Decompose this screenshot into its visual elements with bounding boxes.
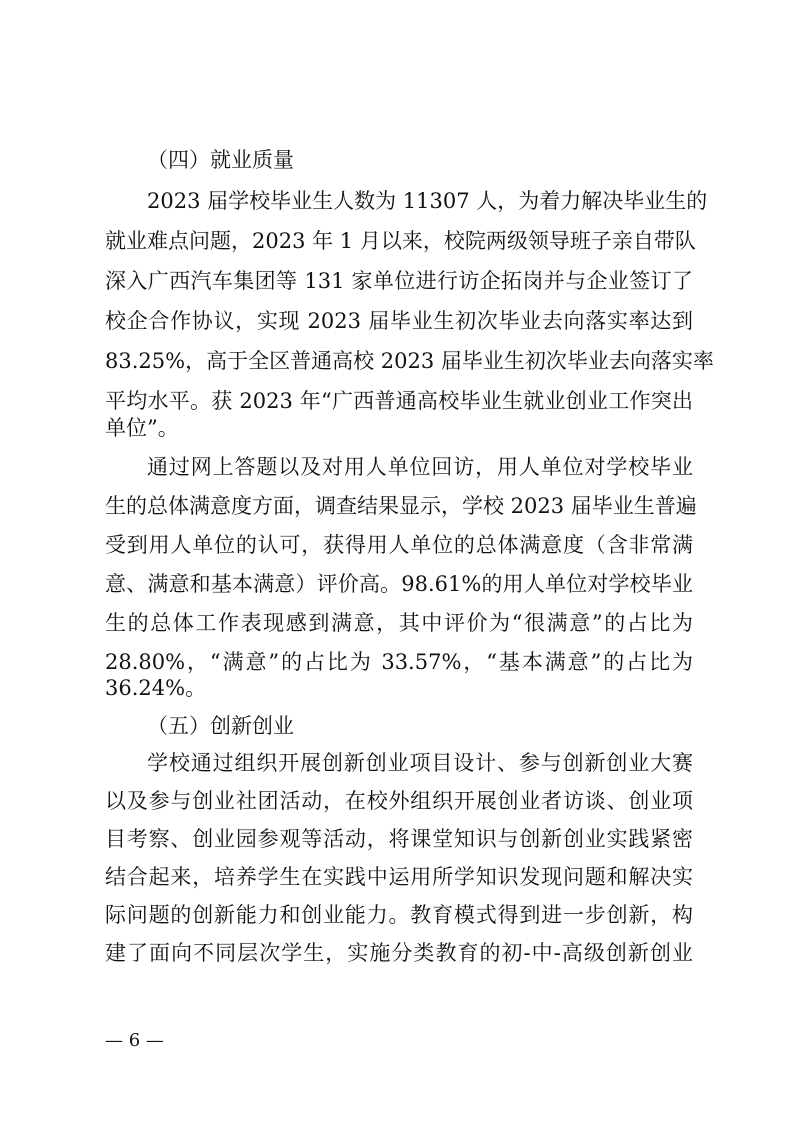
paragraph-line: 目考察、创业园参观等活动，将课堂知识与创新创业实践紧密 bbox=[105, 827, 693, 851]
paragraph-line: 建了面向不同层次学生，实施分类教育的初-中-高级创新创业 bbox=[105, 941, 693, 965]
paragraph-line: 通过网上答题以及对用人单位回访，用人单位对学校毕业 bbox=[147, 455, 693, 479]
paragraph-line: 意、满意和基本满意）评价高。98.61%的用人单位对学校毕业 bbox=[105, 572, 693, 596]
paragraph-line: 平均水平。获 2023 年“广西普通高校毕业生就业创业工作突出 bbox=[105, 389, 693, 413]
paragraph-line: 际问题的创新能力和创业能力。教育模式得到进一步创新，构 bbox=[105, 903, 693, 927]
paragraph-line: 就业难点问题，2023 年 1 月以来，校院两级领导班子亲自带队 bbox=[105, 229, 696, 253]
paragraph-line: 28.80%，“满意”的占比为 33.57%，“基本满意”的占比为 bbox=[105, 650, 693, 674]
paragraph-line: 深入广西汽车集团等 131 家单位进行访企拓岗并与企业签订了 bbox=[105, 269, 693, 293]
paragraph-line: 学校通过组织开展创新创业项目设计、参与创新创业大赛 bbox=[147, 751, 693, 775]
paragraph-line: 83.25%，高于全区普通高校 2023 届毕业生初次毕业去向落实率 bbox=[105, 349, 714, 373]
paragraph-line: 受到用人单位的认可，获得用人单位的总体满意度（含非常满 bbox=[105, 533, 693, 557]
page-number: — 6 — bbox=[105, 1030, 164, 1051]
paragraph-line: 结合起来，培养学生在实践中运用所学知识发现问题和解决实 bbox=[105, 865, 693, 889]
section-heading-employment-quality: （四）就业质量 bbox=[147, 148, 294, 172]
paragraph-line: 生的总体工作表现感到满意，其中评价为“很满意”的占比为 bbox=[105, 611, 693, 635]
paragraph-line: 以及参与创业社团活动，在校外组织开展创业者访谈、创业项 bbox=[105, 789, 693, 813]
paragraph-line: 36.24%。 bbox=[105, 676, 207, 700]
section-heading-innovation-entrepreneurship: （五）创新创业 bbox=[147, 714, 294, 738]
paragraph-line: 2023 届学校毕业生人数为 11307 人，为着力解决毕业生的 bbox=[147, 189, 708, 213]
paragraph-line: 校企合作协议，实现 2023 届毕业生初次毕业去向落实率达到 bbox=[105, 309, 693, 333]
paragraph-line: 生的总体满意度方面，调查结果显示，学校 2023 届毕业生普遍 bbox=[105, 494, 697, 518]
paragraph-line: 单位”。 bbox=[105, 416, 179, 440]
